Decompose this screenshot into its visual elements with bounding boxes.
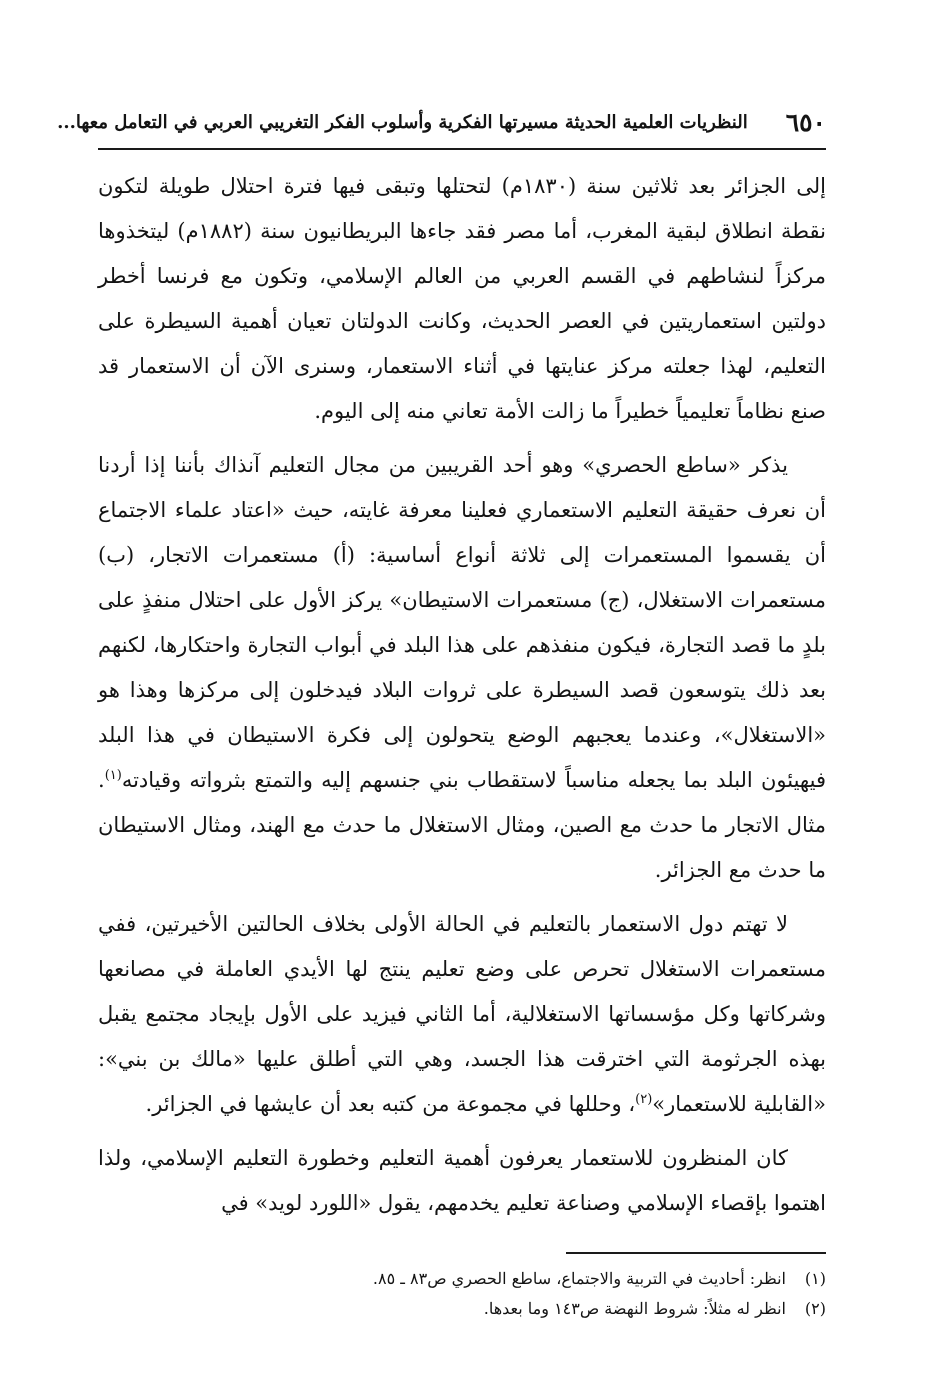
- book-page: [57, 96, 826, 1318]
- footnote-text: انظر: أحاديث في التربية والاجتماع، ساطع الحصري ص٨٣ ـ ٨٥.: [372, 1269, 786, 1288]
- paragraph-3-text-tail: ، وحللها في مجموعة من كتبه بعد أن عايشها في الجزائر.: [145, 1092, 636, 1116]
- footnote-ref-1: (١): [104, 768, 122, 783]
- paragraph-3-text: لا تهتم دول الاستعمار بالتعليم في الحالة الأولى بخلاف الحالتين الأخيرتين، ففي مستعمرات الاستغلال تحرص على وضع تعليم ينتج لها الأيدي العاملة في مصانعها وشركاتها وكل مؤسساتها الاستغلالية، أما الثاني فيزيد على الأول بإيجاد مجتمع يقبل بهذه الجرثومة التي اخترقت هذا الجسد، وهي التي أطلق عليها «مالك بن بني»: «القابلية للاستعمار»: [98, 912, 826, 1116]
- paragraph-2-text: يذكر «ساطع الحصري» وهو أحد القريبين من مجال التعليم آنذاك بأننا إذا أردنا أن نعرف حقيقة التعليم الاستعماري فعلينا معرفة غايته، حيث «اعتاد علماء الاجتماع أن يقسموا المستعمرات إلى ثلاثة أنواع أساسية: (أ) مستعمرات الاتجار، (ب) مستعمرات الاستغلال، (ج) مستعمرات الاستيطان» يركز الأول على احتلال منفذٍ على بلدٍ ما قصد التجارة، فيكون منفذهم على هذا البلد في أبواب التجارة واحتكارها، لكنهم بعد ذلك يتوسعون قصد السيطرة على ثروات البلاد فيدخلون إلى مركزها وهذا هو «الاستغلال»، وعندما يعجبهم الوضع يتحولون إلى فكرة الاستيطان في هذا البلد فيهيئون البلد بما يجعله مناسباً لاستقطاب بني جنسهم إليه والتمتع بثرواته وقيادته: [98, 453, 826, 792]
- page-number: ٦٥٠: [785, 107, 826, 137]
- paragraph-2-text-tail: . مثال الاتجار ما حدث مع الصين، ومثال الاستغلال ما حدث مع الهند، ومثال الاستيطان ما حدث مع الجزائر.: [98, 768, 826, 882]
- paragraph-2: [98, 443, 826, 893]
- page-header: [57, 96, 826, 150]
- footnote-text: انظر له مثلاً: شروط النهضة ص١٤٣ وما بعدها.: [483, 1299, 786, 1318]
- footnote-separator: [566, 1252, 826, 1254]
- footnote-number: (١): [804, 1269, 826, 1288]
- body-text: [98, 164, 826, 1226]
- footnote-ref-2: (٢): [635, 1092, 653, 1107]
- footnotes: [98, 1264, 826, 1324]
- footnote-2: [98, 1294, 826, 1324]
- paragraph-4: كان المنظرون للاستعمار يعرفون أهمية التعليم وخطورة التعليم الإسلامي، ولذا اهتموا بإقصاء الإسلامي وصناعة تعليم يخدمهم، يقول «اللورد لويد» في: [98, 1146, 826, 1215]
- paragraph-3: [98, 902, 826, 1127]
- paragraph-1: إلى الجزائر بعد ثلاثين سنة (١٨٣٠م) لتحتلها وتبقى فيها فترة احتلال طويلة لتكون نقطة انطلاق لبقية المغرب، أما مصر فقد جاءها البريطانيون سنة (١٨٨٢م) ليتخذوها مركزاً لنشاطهم في القسم العربي من العالم الإسلامي، وتكون مع فرنسا أخطر دولتين استعماريتين في العصر الحديث، وكانت الدولتان تعيان أهمية السيطرة على التعليم، لهذا جعلته مركز عنايتها في أثناء الاستعمار، وسنرى الآن أن الاستعمار قد صنع نظاماً تعليمياً خطيراً ما زالت الأمة تعاني منه إلى اليوم.: [98, 174, 826, 423]
- footnote-1: [98, 1264, 826, 1294]
- running-title: النظريات العلمية الحديثة مسيرتها الفكرية وأسلوب الفكر التغريبي العربي في التعامل معها...: [57, 111, 748, 133]
- footnote-number: (٢): [804, 1299, 826, 1318]
